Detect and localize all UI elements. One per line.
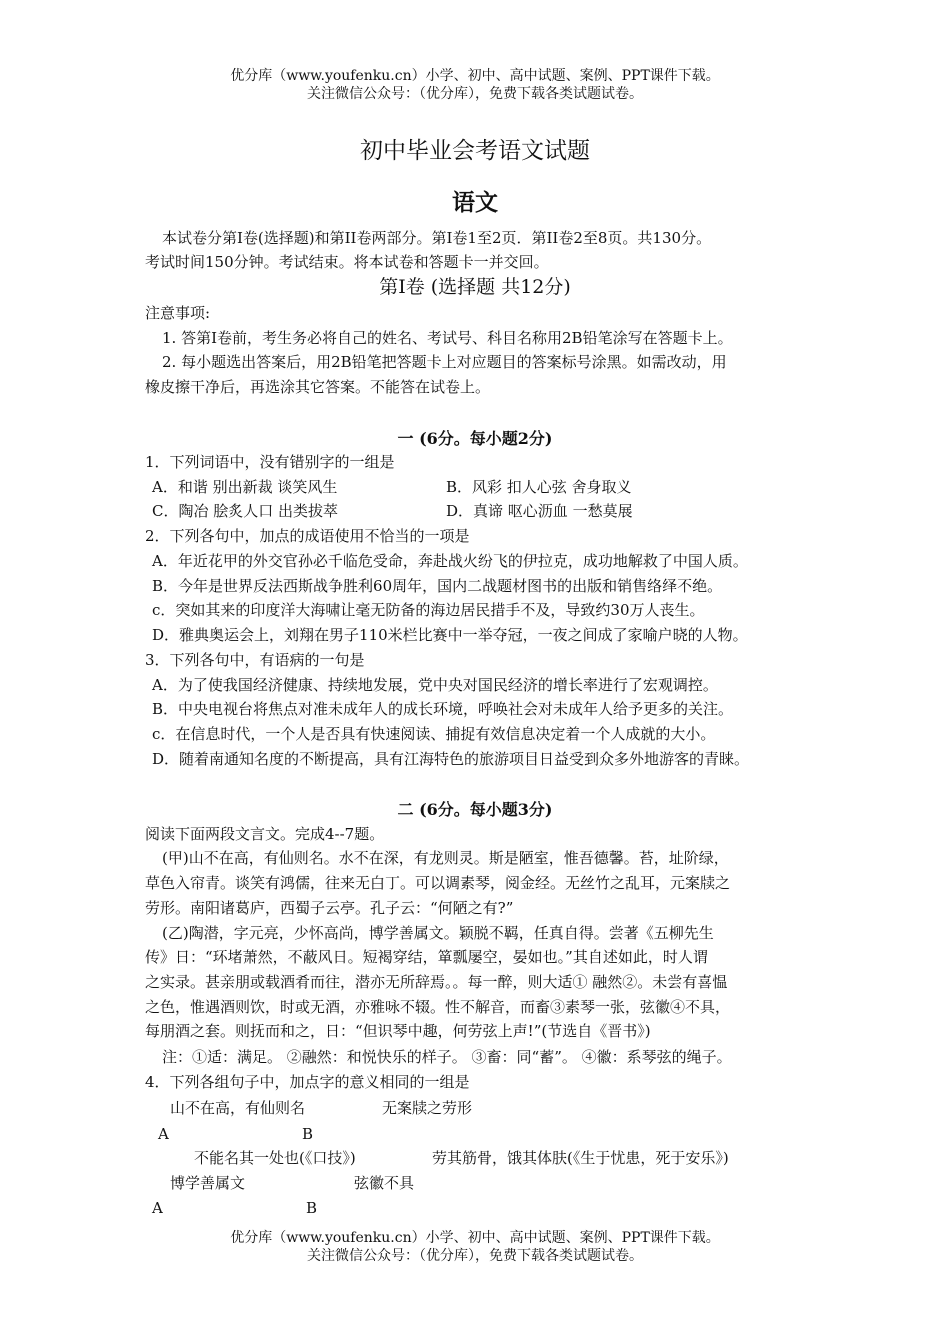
exam-title: 初中毕业会考语文试题 [360, 138, 590, 164]
q4-row3-right: 弦徽不具 [354, 1174, 415, 1192]
q2-stem: 2．下列各句中，加点的成语使用不恰当的一项是 [145, 527, 470, 545]
part1-title: 第I卷 (选择题 共12分) [379, 276, 571, 298]
notes-heading: 注意事项: [145, 304, 211, 322]
q2-option-c: c．突如其来的印度洋大海啸让毫无防备的海边居民措手不及，导致约30万人丧生。 [152, 601, 705, 619]
header-line-2: 关注微信公众号：（优分库），免费下载各类试题试卷。 [307, 86, 643, 102]
passage-jia-line-2: 草色入帘青。谈笑有鸿儒，往来无白丁。可以调素琴，阅金经。无丝竹之乱耳，元案牍之 [145, 874, 731, 892]
q4-row2-right: 劳其筋骨，饿其体肤(《生于忧患，死于安乐》) [432, 1149, 729, 1167]
section-2-title: 二 (6分。每小题3分) [397, 800, 553, 819]
q3-option-c: c．在信息时代，一个人是否具有快速阅读、捕捉有效信息决定着一个人成就的大小。 [152, 725, 716, 743]
q1-option-b: B．风彩 扣人心弦 舍身取义 [446, 478, 632, 496]
q1-option-c: C．陶冶 脍炙人口 出类拔萃 [152, 502, 339, 520]
q1-stem: 1．下列词语中，没有错别字的一组是 [145, 453, 395, 471]
q1-option-d: D．真谛 呕心沥血 一愁莫展 [446, 502, 633, 520]
q4-row3-label-b: B [306, 1199, 318, 1217]
footer-line-1: 优分库（www.youfenku.cn）小学、初中、高中试题、案例、PPT课件下载。 [230, 1230, 720, 1246]
q3-stem: 3．下列各句中，有语病的一句是 [145, 651, 365, 669]
subject-title: 语文 [452, 189, 498, 216]
notes-item-2-line-2: 橡皮擦干净后，再选涂其它答案。不能答在试卷上。 [145, 378, 491, 396]
footer-line-2: 关注微信公众号：（优分库），免费下载各类试题试卷。 [307, 1248, 643, 1264]
notes-item-1: 1. 答第I卷前，考生务必将自己的姓名、考试号、科目名称用2B铅笔涂写在答题卡上。 [162, 329, 733, 347]
q4-row1-left: 山不在高，有仙则名 [170, 1099, 306, 1117]
passage-jia-line-3: 劳形。南阳诸葛庐，西蜀子云亭。孔子云：“何陋之有?” [145, 899, 514, 917]
q2-option-b: B．今年是世界反法西斯战争胜利60周年，国内二战题材图书的出版和销售络绎不绝。 [152, 577, 723, 595]
passage-yi-line-5: 每朋酒之套。则抚而和之，日：“但识琴中趣，何劳弦上声!”(节选自《晋书》) [145, 1022, 651, 1040]
passage-note: 注：①适：满足。 ②融然：和悦快乐的样子。 ③畜：同“蓄”。 ④徽：系琴弦的绳子。 [162, 1048, 732, 1066]
section-1-title: 一 (6分。每小题2分) [397, 429, 553, 448]
q4-row2-left: 不能名其一处也(《口技》) [194, 1149, 356, 1167]
passage-jia-line-1: (甲)山不在高，有仙则名。水不在深，有龙则灵。斯是陋室，惟吾德馨。苔，址阶绿， [162, 849, 729, 867]
q4-row1-label-b: B [302, 1125, 314, 1143]
q4-row1-label-a: A [158, 1125, 169, 1143]
notes-item-2-line-1: 2. 每小题选出答案后，用2B铅笔把答题卡上对应题目的答案标号涂黑。如需改动，用 [162, 353, 727, 371]
header-line-1: 优分库（www.youfenku.cn）小学、初中、高中试题、案例、PPT课件下载。 [230, 68, 720, 84]
q4-stem: 4．下列各组句子中，加点字的意义相同的一组是 [145, 1073, 470, 1091]
q1-option-a: A．和谐 别出新裁 谈笑风生 [152, 478, 338, 496]
intro-line-2: 考试时间150分钟。考试结束。将本试卷和答题卡一并交回。 [145, 253, 549, 271]
passage-yi-line-4: 之色，惟遇酒则饮，时或无酒，亦雅咏不辍。性不解音，而畜③素琴一张，弦徽④不具， [145, 998, 731, 1016]
q4-row3-label-a: A [152, 1199, 163, 1217]
q3-option-d: D．随着南通知名度的不断提高，具有江海特色的旅游项目日益受到众多外地游客的青睐。 [152, 750, 750, 768]
section-2-instruction: 阅读下面两段文言文。完成4--7题。 [145, 825, 385, 843]
passage-yi-line-2: 传》日：“环堵萧然，不蔽风日。短褐穿结，箪瓢屡空，晏如也。”其自述如此，时人谓 [145, 948, 708, 966]
q3-option-b: B．中央电视台将焦点对准未成年人的成长环境，呼唤社会对未成年人给予更多的关注。 [152, 700, 734, 718]
q4-row3-left: 博学善属文 [170, 1174, 246, 1192]
passage-yi-line-1: (乙)陶潜，字元亮，少怀高尚，博学善属文。颖脱不羁，任真自得。尝著《五柳先生 [162, 924, 714, 942]
q3-option-a: A．为了使我国经济健康、持续地发展，党中央对国民经济的增长率进行了宏观调控。 [152, 676, 718, 694]
q4-row1-right: 无案牍之劳形 [382, 1099, 473, 1117]
q2-option-d: D．雅典奥运会上，刘翔在男子110米栏比赛中一举夺冠，一夜之间成了家喻户晓的人物。 [152, 626, 748, 644]
passage-yi-line-3: 之实录。甚亲朋或载酒肴而往，潜亦无所辞焉。。每一醉，则大适① 融然②。未尝有喜愠 [145, 973, 728, 991]
intro-line-1: 本试卷分第I卷(选择题)和第II卷两部分。第I卷1至2页．第II卷2至8页。共130分。 [162, 229, 712, 247]
q2-option-a: A．年近花甲的外交官孙必千临危受命，奔赴战火纷飞的伊拉克，成功地解救了中国人质。 [152, 552, 748, 570]
